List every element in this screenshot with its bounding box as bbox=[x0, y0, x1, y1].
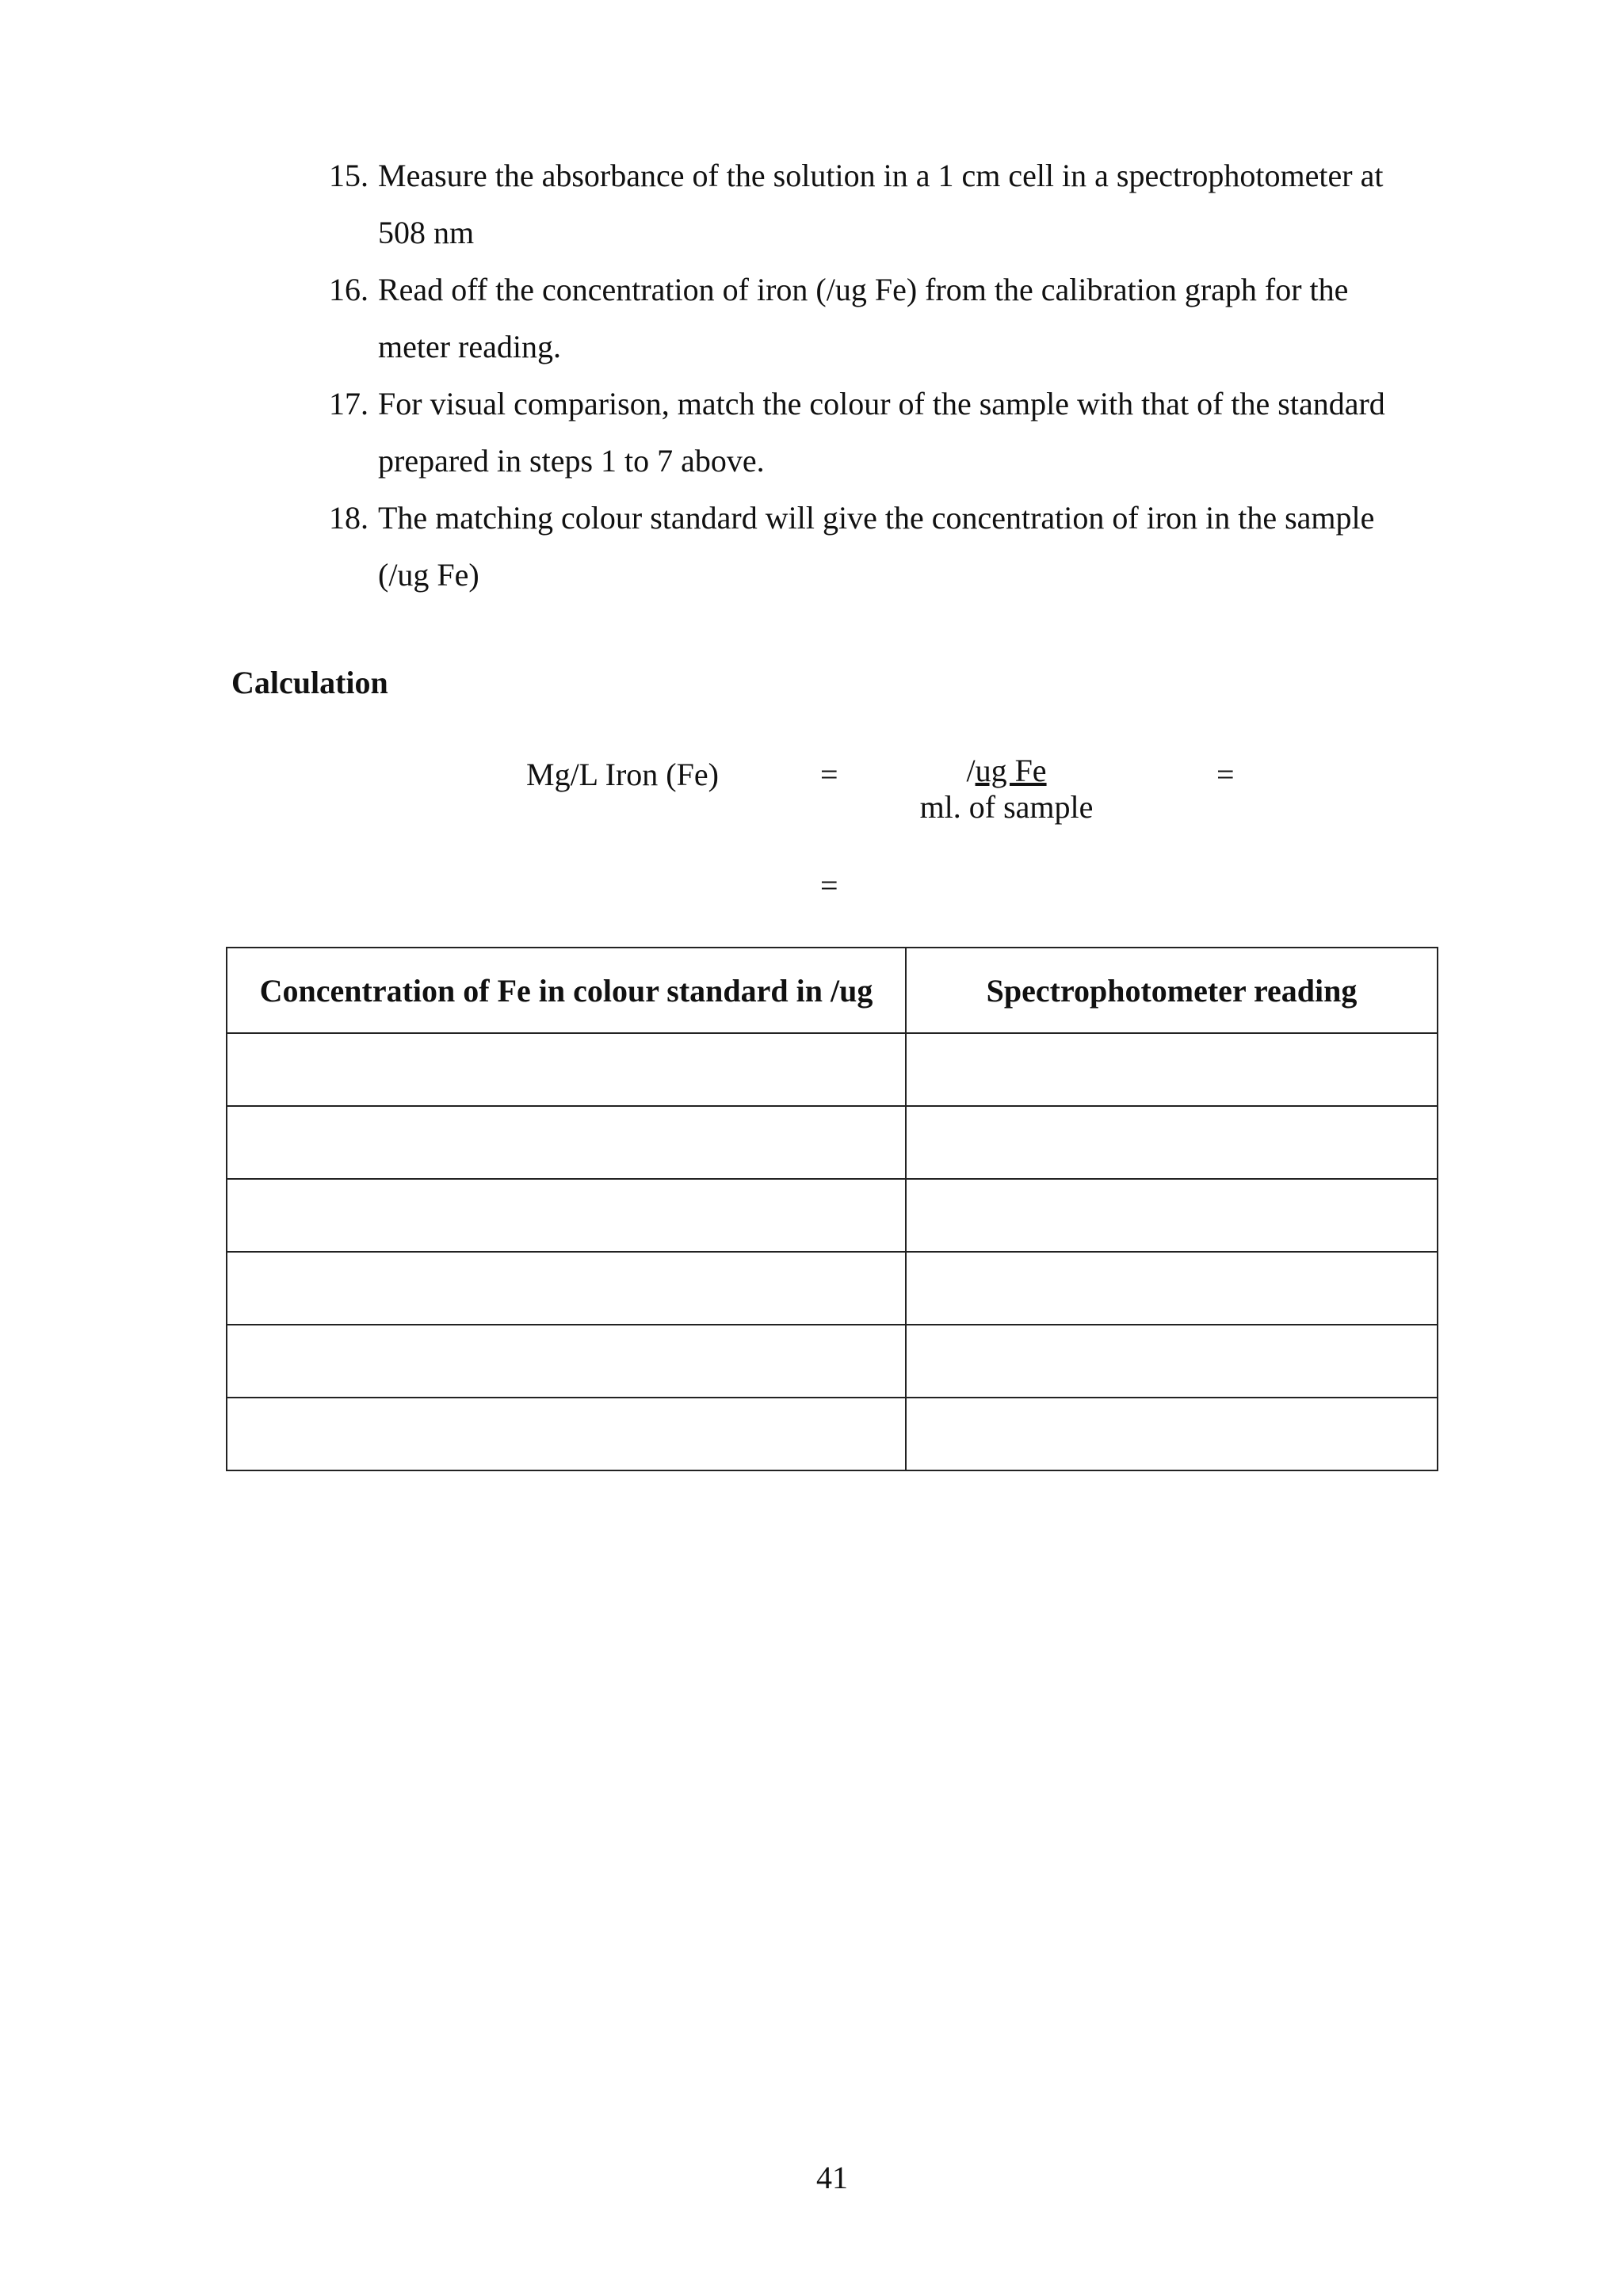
step-text-continued: prepared in steps 1 to 7 above. bbox=[378, 443, 765, 479]
equals-sign: = bbox=[820, 868, 838, 903]
numerator-prefix: / bbox=[966, 753, 976, 788]
calculation-fraction bbox=[903, 753, 1109, 826]
table-cell bbox=[227, 1398, 906, 1470]
table-row bbox=[227, 1325, 1438, 1398]
fraction-numerator bbox=[903, 753, 1109, 789]
table-row bbox=[227, 1033, 1438, 1106]
table-cell bbox=[906, 1398, 1438, 1470]
table-cell bbox=[227, 1325, 906, 1398]
page-number: 41 bbox=[816, 2160, 848, 2195]
step-15 bbox=[329, 147, 1438, 261]
step-text: The matching colour standard will give the concentration of iron in the sample bbox=[378, 500, 1375, 536]
equals-sign: = bbox=[1216, 757, 1235, 792]
step-text: For visual comparison, match the colour of the sample with that of the standard bbox=[378, 386, 1385, 421]
calculation-label: Mg/L Iron (Fe) bbox=[526, 757, 719, 792]
header-spectrophotometer-reading: Spectrophotometer reading bbox=[906, 948, 1438, 1033]
table-row bbox=[227, 1398, 1438, 1470]
table-cell bbox=[906, 1252, 1438, 1325]
table-row bbox=[227, 1179, 1438, 1252]
table-header-row bbox=[227, 948, 1438, 1033]
step-18 bbox=[329, 490, 1438, 604]
step-text-continued: (/ug Fe) bbox=[378, 557, 479, 593]
table-row bbox=[227, 1106, 1438, 1179]
step-number: 16. bbox=[329, 272, 369, 307]
calculation-heading: Calculation bbox=[231, 665, 388, 700]
step-number: 15. bbox=[329, 158, 369, 193]
step-text: Read off the concentration of iron (/ug Fe) from the calibration graph for the bbox=[378, 272, 1349, 307]
table-cell bbox=[906, 1033, 1438, 1106]
equals-sign: = bbox=[820, 757, 838, 792]
table-cell bbox=[906, 1325, 1438, 1398]
table-cell bbox=[906, 1106, 1438, 1179]
header-concentration: Concentration of Fe in colour standard in /ug bbox=[227, 948, 906, 1033]
table-cell bbox=[227, 1252, 906, 1325]
fraction-denominator: ml. of sample bbox=[919, 789, 1094, 825]
step-text-continued: meter reading. bbox=[378, 329, 561, 364]
step-text: Measure the absorbance of the solution in a 1 cm cell in a spectrophotometer at bbox=[378, 158, 1384, 193]
results-table bbox=[226, 947, 1438, 1471]
table-cell bbox=[906, 1179, 1438, 1252]
procedure-steps-list bbox=[329, 147, 1438, 604]
step-16 bbox=[329, 261, 1438, 376]
table-cell bbox=[227, 1106, 906, 1179]
table-cell bbox=[227, 1033, 906, 1106]
step-text-continued: 508 nm bbox=[378, 215, 475, 250]
table-cell bbox=[227, 1179, 906, 1252]
table-row bbox=[227, 1252, 1438, 1325]
step-number: 18. bbox=[329, 500, 369, 536]
step-number: 17. bbox=[329, 386, 369, 421]
step-17 bbox=[329, 376, 1438, 490]
numerator-unit: ug Fe bbox=[975, 753, 1047, 788]
